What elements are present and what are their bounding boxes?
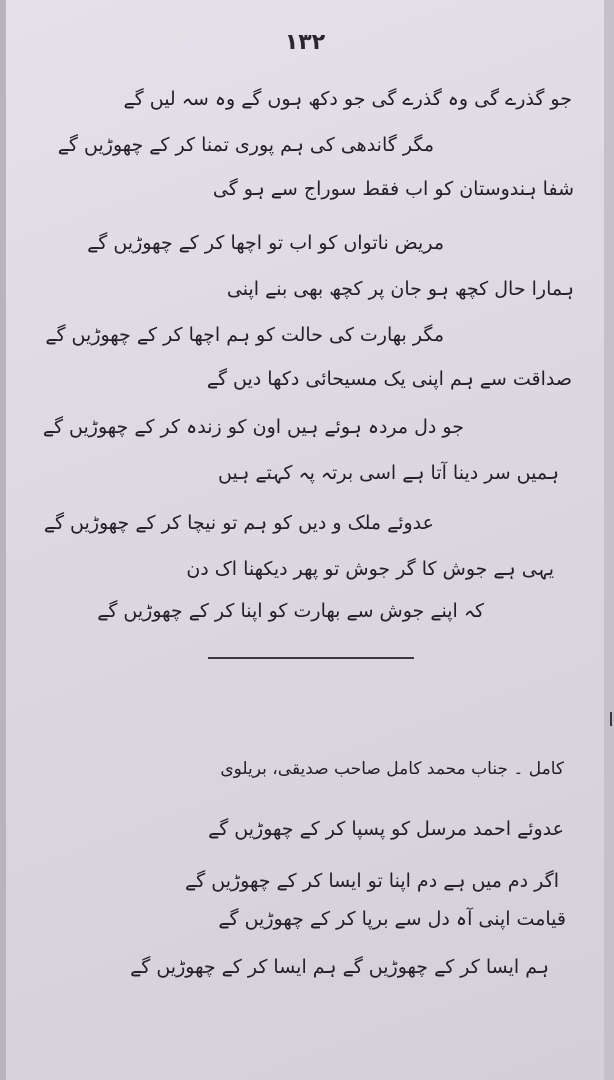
poem-line: ہمارا حال کچھ ہو جان پر کچھ بھی بنے اپنی [226, 278, 574, 300]
poem-line: یہی ہے جوش کا گر جوش تو پھر دیکھنا اک دن [186, 558, 554, 580]
poet-attribution: کامل ۔ جناب محمد کامل صاحب صدیقی، بریلوی [220, 759, 564, 779]
poem-line: ہمیں سر دینا آتا ہے اسی برتہ پہ کہتے ہیں [218, 462, 559, 484]
poem-line: ہم ایسا کر کے چھوڑیں گے ہم ایسا کر کے چھوڑیں گے [130, 956, 549, 978]
poem-line: مگر گاندھی کی ہم پوری تمنا کر کے چھوڑیں گے [57, 134, 434, 156]
poem-line: عدوئے ملک و دیں کو ہم تو نیچا کر کے چھوڑیں گے [43, 512, 434, 534]
poem-line: عدوئے احمد مرسل کو پسپا کر کے چھوڑیں گے [208, 818, 564, 840]
page-number: ۱۳۲ [284, 30, 326, 55]
poem-line: اگر دم میں ہے دم اپنا تو ایسا کر کے چھوڑیں گے [185, 870, 559, 892]
margin-mark [610, 712, 612, 726]
poem-line: صداقت سے ہم اپنی یک مسیحائی دکھا دیں گے [206, 368, 572, 390]
poem-line: کہ اپنے جوش سے بھارت کو اپنا کر کے چھوڑیں گے [97, 600, 484, 622]
poem-line: جو گذرے گی وہ گذرے گی جو دکھ ہوں گے وہ سہ لیں گے [123, 88, 572, 110]
poem-line: جو دل مردہ ہوئے ہیں اون کو زندہ کر کے چھوڑیں گے [42, 416, 464, 438]
poem-line: مریض ناتواں کو اب تو اچھا کر کے چھوڑیں گے [87, 232, 444, 254]
section-divider [208, 657, 414, 659]
poem-line: قیامت اپنی آہ دل سے برپا کر کے چھوڑیں گے [218, 908, 566, 930]
poem-line: شفا ہندوستان کو اب فقط سوراج سے ہو گی [212, 178, 574, 200]
poem-line: مگر بھارت کی حالت کو ہم اچھا کر کے چھوڑیں گے [45, 324, 444, 346]
